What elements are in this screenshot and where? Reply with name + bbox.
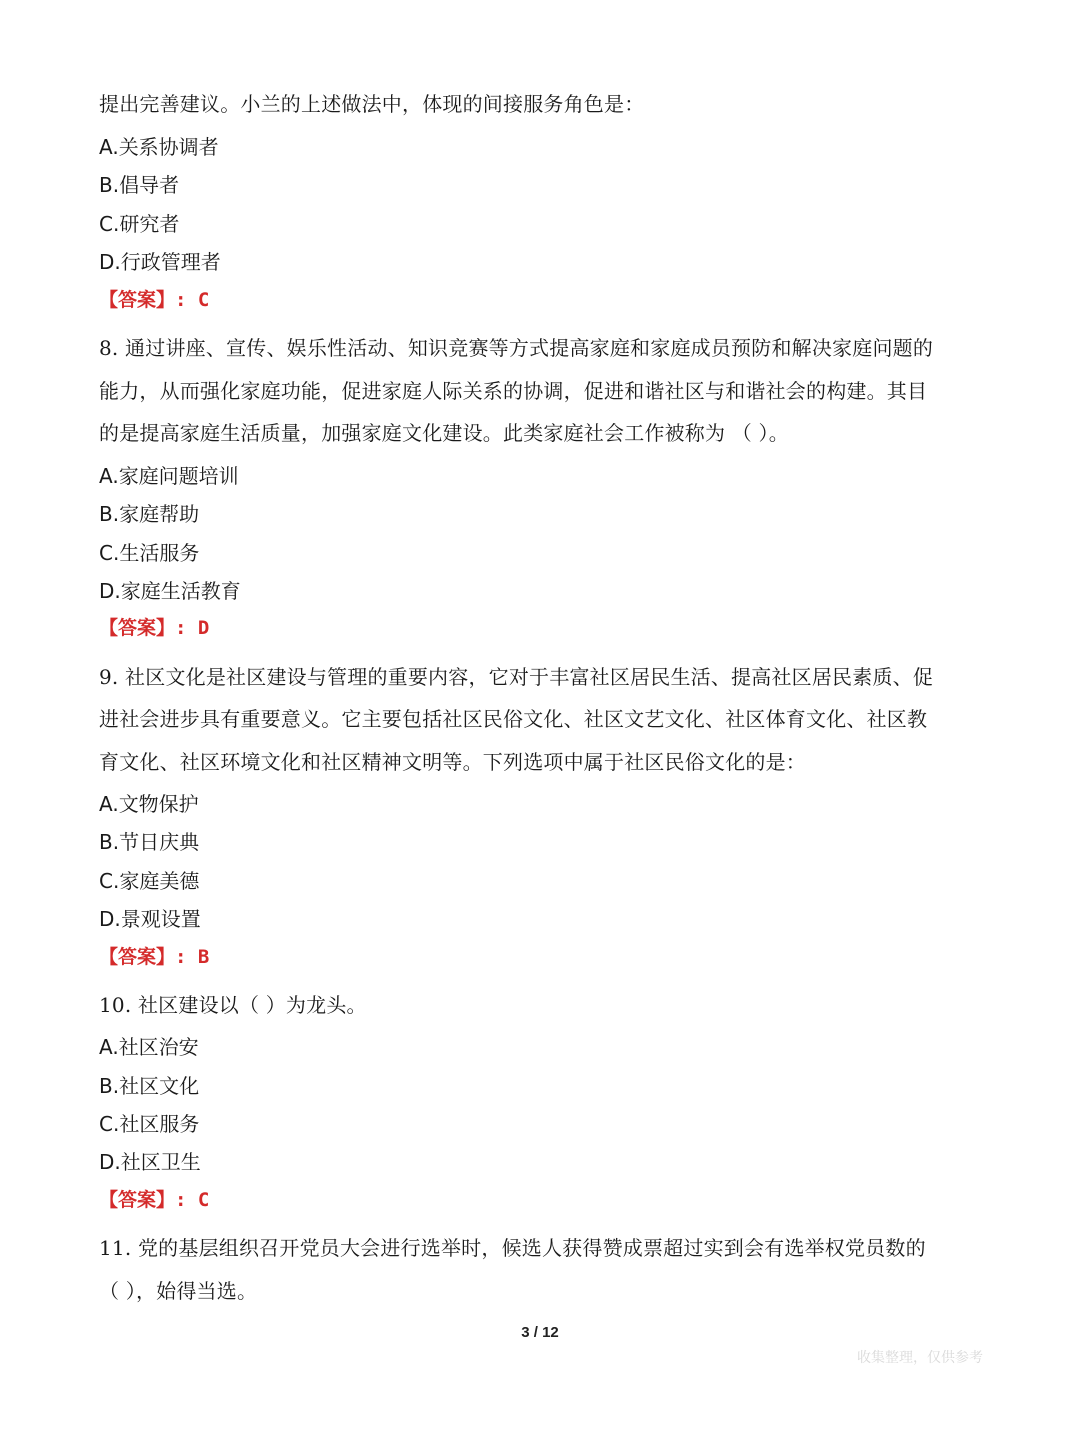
question-8-option-b: B.家庭帮助 — [99, 502, 200, 526]
question-8-option-d: D.家庭生活教育 — [99, 579, 241, 603]
question-9-option-c: C.家庭美德 — [99, 869, 200, 893]
question-10-answer: 【答案】: C — [99, 1189, 210, 1211]
question-7-option-d: D.行政管理者 — [99, 250, 221, 274]
question-9-line-2: 进社会进步具有重要意义。它主要包括社区民俗文化、社区文艺文化、社区体育文化、社区教 — [99, 707, 928, 731]
question-9-line-3: 育文化、社区环境文化和社区精神文明等。下列选项中属于社区民俗文化的是： — [99, 750, 806, 774]
question-9-option-d: D.景观设置 — [99, 907, 201, 931]
question-8-answer: 【答案】: D — [99, 617, 210, 639]
question-7-option-b: B.倡导者 — [99, 173, 180, 197]
question-8-line-2: 能力，从而强化家庭功能，促进家庭人际关系的协调，促进和谐社区与和谐社会的构建。其目 — [99, 379, 928, 403]
question-8-line-1: 8. 通过讲座、宣传、娱乐性活动、知识竞赛等方式提高家庭和家庭成员预防和解决家庭问题的 — [99, 336, 934, 360]
question-10-option-c: C.社区服务 — [99, 1112, 200, 1136]
question-11-line-2: （ ），始得当选。 — [99, 1279, 258, 1303]
question-8-line-3: 的是提高家庭生活质量，加强家庭文化建设。此类家庭社会工作被称为 （ ）。 — [99, 421, 789, 445]
watermark-text: 收集整理，仅供参考 — [857, 1350, 983, 1366]
question-7-answer: 【答案】: C — [99, 289, 210, 311]
question-11-line-1: 11. 党的基层组织召开党员大会进行选举时，候选人获得赞成票超过实到会有选举权党员数的 — [99, 1236, 926, 1260]
question-10-option-d: D.社区卫生 — [99, 1150, 201, 1174]
question-7-option-c: C.研究者 — [99, 212, 180, 236]
question-7-option-a: A.关系协调者 — [99, 135, 219, 159]
question-8-option-c: C.生活服务 — [99, 541, 200, 565]
question-10-option-b: B.社区文化 — [99, 1074, 200, 1098]
question-8-option-a: A.家庭问题培训 — [99, 464, 239, 488]
page-number: 3 / 12 — [521, 1324, 559, 1341]
question-10-option-a: A.社区治安 — [99, 1035, 199, 1059]
question-7-text: 提出完善建议。小兰的上述做法中，体现的间接服务角色是： — [99, 92, 645, 116]
question-9-answer: 【答案】: B — [99, 946, 210, 968]
question-10-text: 10. 社区建设以（ ）为龙头。 — [99, 993, 367, 1017]
question-9-option-b: B.节日庆典 — [99, 830, 200, 854]
question-9-option-a: A.文物保护 — [99, 792, 199, 816]
question-9-line-1: 9. 社区文化是社区建设与管理的重要内容，它对于丰富社区居民生活、提高社区居民素质、促 — [99, 665, 934, 689]
